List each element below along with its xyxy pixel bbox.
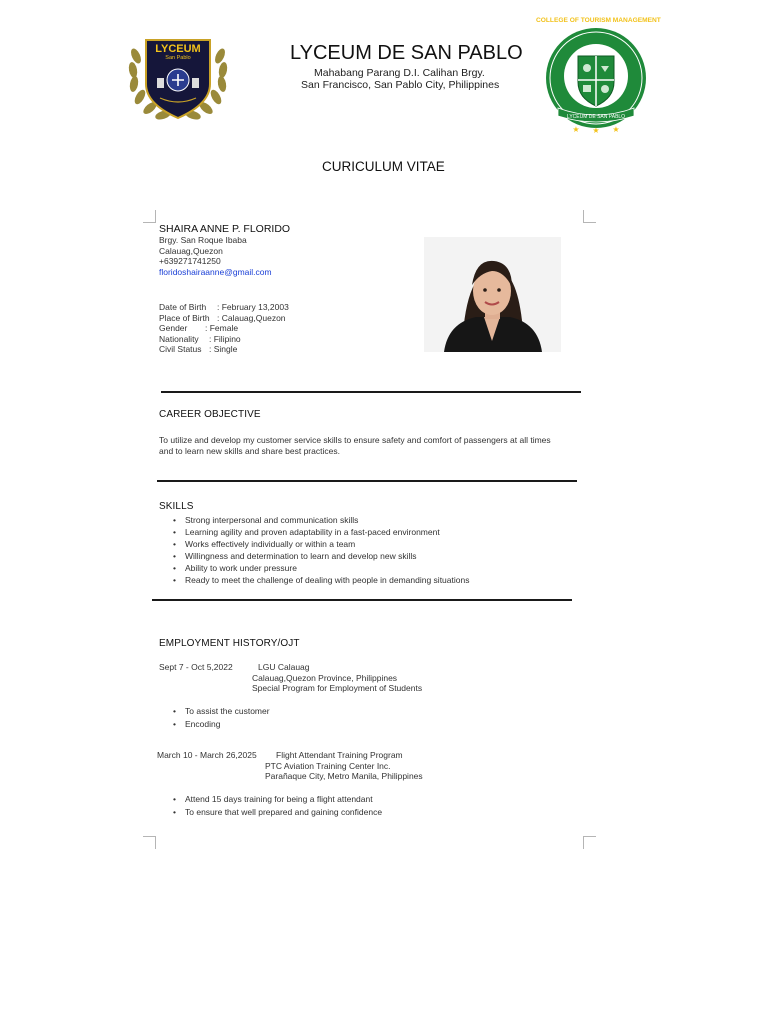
personal-info (159, 302, 289, 355)
job-org: Flight Attendant Training Program (276, 750, 403, 760)
personal-value: : Calauag,Quezon (217, 312, 286, 323)
job-program: Parañaque City, Metro Manila, Philippines (265, 771, 423, 782)
college-tourism-seal-logo (536, 17, 661, 135)
list-item: • To assist the customer (173, 706, 270, 716)
skills-heading: SKILLS (159, 501, 194, 512)
personal-value: : Single (209, 344, 238, 355)
school-name: LYCEUM DE SAN PABLO (290, 42, 523, 64)
personal-row (159, 334, 289, 345)
crest-text: LYCEUM (155, 43, 201, 55)
job-program: Special Program for Employment of Students (252, 683, 423, 694)
applicant-name: SHAIRA ANNE P. FLORIDO (159, 223, 291, 235)
list-item: • Learning agility and proven adaptability in a fast-paced environment (173, 527, 440, 537)
email-link[interactable]: floridoshairaanne@gmail.com (159, 266, 272, 277)
bullet-icon: • (173, 539, 176, 549)
section-divider (161, 391, 581, 393)
personal-row (159, 344, 289, 355)
career-objective-text (159, 435, 589, 456)
objective-line: To utilize and develop my customer service skills to ensure safety and comfort of passengers at all times (159, 435, 551, 445)
school-address-line1: Mahabang Parang D.I. Calihan Brgy. (314, 67, 485, 79)
objective-line: and to learn new skills and share best practices. (159, 445, 340, 456)
personal-row (159, 302, 289, 313)
job-duties (173, 705, 270, 730)
svg-text:★: ★ (572, 125, 580, 134)
personal-label: Nationality (159, 333, 199, 344)
document-title: CURICULUM VITAE (322, 159, 445, 174)
page-corner-mark (583, 210, 596, 223)
job-location: Calauag,Quezon Province, Philippines (252, 672, 398, 683)
svg-text:★: ★ (592, 126, 600, 135)
address-line1: Brgy. San Roque Ibaba (159, 235, 247, 245)
bullet-icon: • (173, 563, 176, 573)
crest-subtext: San Pablo (165, 55, 191, 61)
lyceum-crest-logo (124, 36, 232, 122)
bullet-icon: • (173, 718, 176, 729)
section-divider (157, 480, 577, 482)
page-corner-mark (143, 836, 156, 849)
contact-block (159, 235, 272, 277)
career-objective-heading: CAREER OBJECTIVE (159, 409, 261, 420)
employment-heading: EMPLOYMENT HISTORY/OJT (159, 638, 300, 649)
skills-list (173, 514, 469, 586)
page-corner-mark (143, 210, 156, 223)
school-address-line2: San Francisco, San Pablo City, Philippines (301, 79, 500, 91)
bullet-icon: • (173, 527, 176, 537)
personal-label: Date of Birth (159, 302, 207, 312)
bullet-icon: • (173, 575, 176, 585)
list-item: • Encoding (173, 718, 221, 729)
list-item: • Attend 15 days training for being a flight attendant (173, 794, 373, 804)
job-date: Sept 7 - Oct 5,2022 (159, 662, 233, 672)
list-item: • Strong interpersonal and communication skills (173, 515, 359, 525)
seal-text: COLLEGE OF TOURISM MANAGEMENT (536, 17, 661, 24)
seal-ribbon-text: LYCEUM DE SAN PABLO (566, 114, 626, 120)
personal-value: : Female (205, 323, 239, 334)
bullet-icon: • (173, 551, 176, 561)
address-line2: Calauag,Quezon (159, 245, 223, 256)
personal-row (159, 323, 289, 334)
bullet-icon: • (173, 515, 176, 525)
job-org: LGU Calauag (258, 662, 310, 672)
list-item: • Works effectively individually or within a team (173, 539, 356, 549)
list-item: • Willingness and determination to learn and develop new skills (173, 551, 417, 561)
phone-number: +639271741250 (159, 256, 221, 267)
section-divider (152, 599, 572, 601)
list-item: • To ensure that well prepared and gaining confidence (173, 806, 383, 817)
bullet-icon: • (173, 794, 176, 804)
bullet-icon: • (173, 806, 176, 817)
personal-label: Gender (159, 323, 188, 334)
list-item: • Ready to meet the challenge of dealing with people in demanding situations (173, 575, 470, 585)
bullet-icon: • (173, 706, 176, 716)
personal-label: Civil Status (159, 344, 202, 355)
personal-value: : Filipino (209, 333, 241, 344)
job-location: PTC Aviation Training Center Inc. (265, 760, 391, 771)
personal-value: : February 13,2003 (217, 302, 289, 312)
svg-text:★: ★ (612, 125, 620, 134)
job-date: March 10 - March 26,2025 (157, 750, 257, 760)
list-item: • Ability to work under pressure (173, 563, 297, 573)
page-corner-mark (583, 836, 596, 849)
applicant-photo (424, 237, 561, 352)
job-details (265, 750, 423, 782)
personal-row (159, 313, 289, 324)
personal-label: Place of Birth (159, 312, 210, 323)
job-duties (173, 793, 382, 818)
job-details (252, 662, 422, 694)
